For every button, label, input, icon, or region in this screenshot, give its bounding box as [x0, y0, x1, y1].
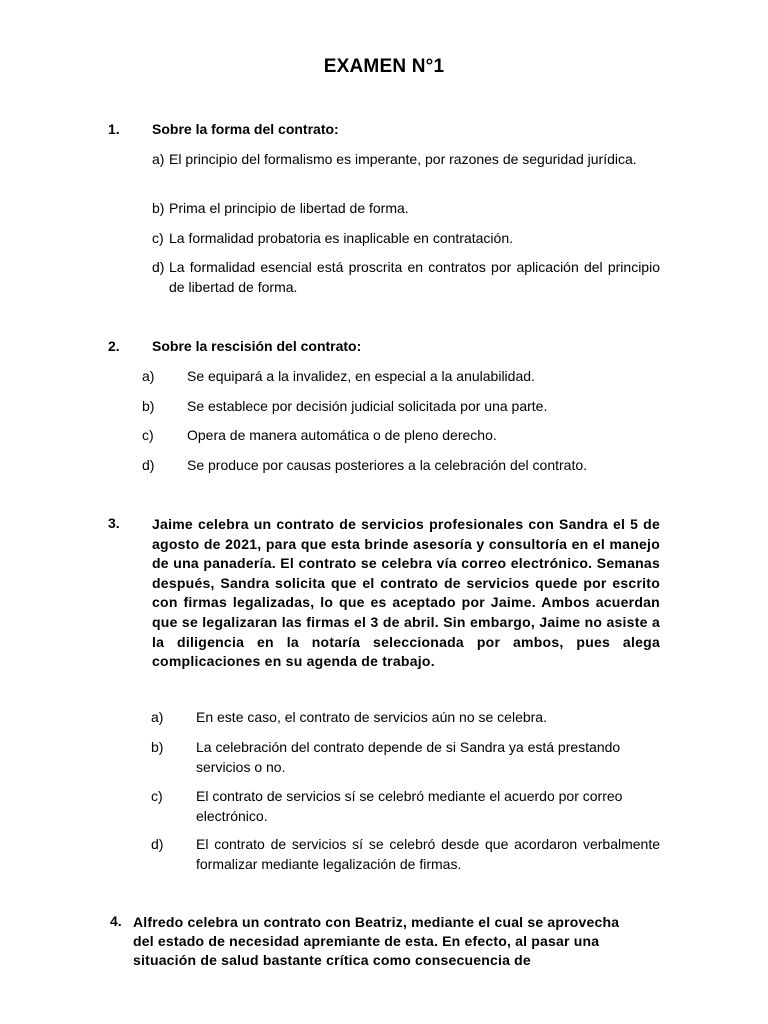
option-letter: a)	[152, 151, 165, 167]
question-2-option-b	[142, 397, 660, 417]
option-letter: a)	[142, 368, 155, 384]
option-text: Se produce por causas posteriores a la celebración del contrato.	[187, 457, 588, 473]
question-3-statement: Jaime celebra un contrato de servicios profesionales con Sandra el 5 de agosto de 2021, para que esta brinde asesoría y consultoría en el manejo de una panadería. El contrato se celebra vía correo electrónico. Semanas después, Sandra solicita que el contrato de servicios quede por escrito con firmas legalizadas, lo que es aceptado por Jaime. Ambos acuerdan que se legalizaran las firmas el 3 de abril. Sin embargo, Jaime no asiste a la diligencia en la notaría seleccionada por ambos, pues alega complicaciones en su agenda de trabajo.	[152, 516, 660, 670]
question-4-statement: Alfredo celebra un contrato con Beatriz, mediante el cual se aprovecha del estado de necesidad apremiante de esta. En efecto, al pasar una situación de salud bastante crítica como consecuencia de	[133, 914, 620, 968]
option-letter: c)	[142, 427, 154, 443]
option-text: En este caso, el contrato de servicios aún no se celebra.	[196, 709, 547, 725]
question-2-number: 2.	[108, 338, 120, 354]
question-1-option-a	[152, 150, 660, 170]
question-1-option-d	[152, 258, 660, 297]
question-1-option-b	[152, 199, 660, 219]
question-2-option-c	[142, 426, 660, 446]
question-1-number: 1.	[108, 121, 120, 137]
option-text: El contrato de servicios sí se celebró desde que acordaron verbalmente formalizar mediante legalización de firmas.	[196, 836, 660, 872]
option-letter: b)	[151, 739, 164, 755]
question-1-option-c	[152, 229, 660, 249]
option-text: Se equipará a la invalidez, en especial a la anulabilidad.	[187, 368, 535, 384]
question-2-option-d	[142, 456, 660, 476]
option-letter: c)	[151, 788, 163, 804]
option-text: El principio del formalismo es imperante, por razones de seguridad jurídica.	[169, 151, 637, 167]
question-4-number: 4.	[110, 913, 122, 929]
option-letter: c)	[152, 230, 164, 246]
option-text: Prima el principio de libertad de forma.	[169, 200, 409, 216]
question-2-heading: Sobre la rescisión del contrato:	[152, 338, 362, 354]
question-1-heading: Sobre la forma del contrato:	[152, 121, 339, 137]
question-3-option-c	[151, 787, 660, 826]
option-letter: d)	[152, 259, 165, 275]
question-2-option-a	[142, 367, 660, 387]
option-text: La celebración del contrato depende de si Sandra ya está prestando servicios o no.	[196, 739, 621, 775]
option-letter: b)	[152, 200, 165, 216]
exam-title: EXAMEN N°1	[323, 56, 445, 77]
question-3-option-d	[151, 835, 660, 874]
option-text: Opera de manera automática o de pleno derecho.	[187, 427, 497, 443]
option-text: La formalidad esencial está proscrita en contratos por aplicación del principio de libertad de forma.	[169, 259, 660, 295]
option-letter: b)	[142, 398, 155, 414]
option-letter: a)	[151, 709, 164, 725]
option-text: La formalidad probatoria es inaplicable en contratación.	[169, 230, 513, 246]
option-text: El contrato de servicios sí se celebró mediante el acuerdo por correo electrónico.	[196, 788, 623, 824]
question-3-number: 3.	[108, 515, 120, 531]
question-3-option-a	[151, 708, 660, 728]
option-text: Se establece por decisión judicial solicitada por una parte.	[187, 398, 548, 414]
option-letter: d)	[151, 836, 164, 852]
option-letter: d)	[142, 457, 155, 473]
question-3-option-b	[151, 738, 660, 777]
